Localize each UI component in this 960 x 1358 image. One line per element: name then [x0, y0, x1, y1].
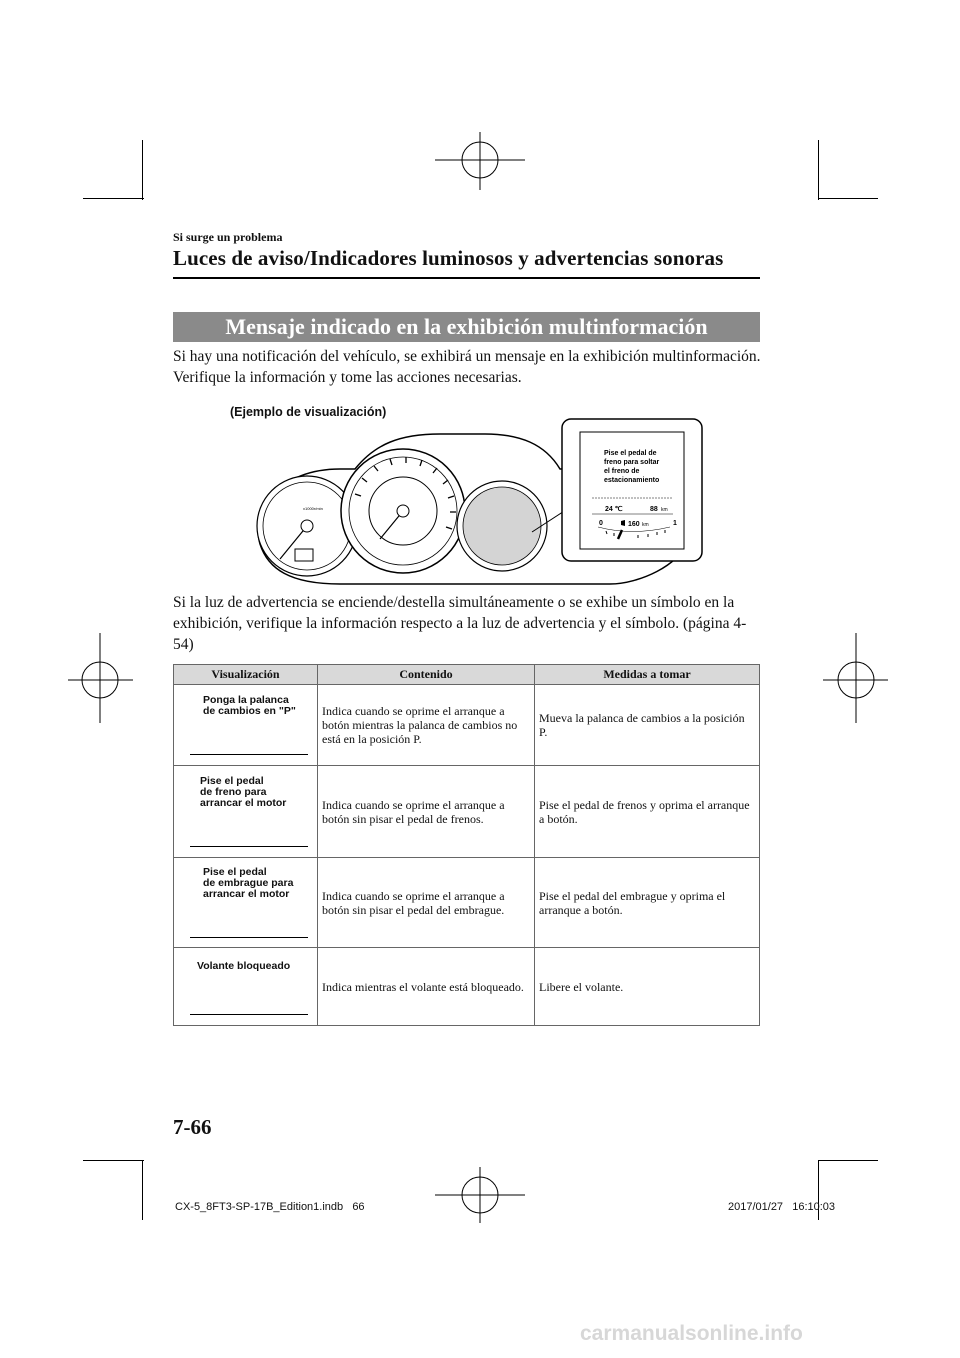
instrument-cluster-illustration — [240, 414, 710, 594]
footer-filename: CX-5_8FT3-SP-17B_Edition1.indb 66 — [175, 1201, 365, 1213]
table-row — [174, 766, 760, 858]
gauge-min: 0 — [599, 520, 603, 527]
action-cell: Pise el pedal de frenos y oprima el arranque a botón. — [535, 766, 760, 858]
section-banner: Mensaje indicado en la exhibición multinformación — [173, 312, 760, 342]
range-readout: 88 — [650, 506, 658, 513]
content-cell: Indica cuando se oprime el arranque a botón mientras la palanca de cambios no está en la posición P. — [318, 685, 535, 766]
action-cell: Pise el pedal del embrague y oprima el arranque a botón. — [535, 858, 760, 948]
watermark: carmanualsonline.info — [580, 1322, 803, 1345]
table-row — [174, 948, 760, 1026]
action-cell: Libere el volante. — [535, 948, 760, 1026]
message-table — [173, 664, 760, 1026]
display-underline — [190, 1014, 308, 1015]
display-cell — [174, 948, 318, 1026]
figure-caption: (Ejemplo de visualización) — [230, 405, 387, 419]
display-cell — [174, 858, 318, 948]
content-cell: Indica mientras el volante está bloqueado. — [318, 948, 535, 1026]
column-header: Contenido — [318, 665, 535, 685]
action-cell: Mueva la palanca de cambios a la posición P. — [535, 685, 760, 766]
section-label: Si surge un problema — [173, 230, 283, 244]
display-underline — [190, 754, 308, 755]
display-message-line: freno para soltar — [604, 459, 660, 466]
gauge-max: 1 — [673, 520, 677, 527]
content-cell: Indica cuando se oprime el arranque a botón sin pisar el pedal de frenos. — [318, 766, 535, 858]
range-unit: km — [661, 507, 668, 513]
display-message-line: estacionamiento — [604, 477, 660, 484]
reference-paragraph: Si la luz de advertencia se enciende/destella simultáneamente o se exhibe un símbolo en la exhibición, verifique la información respecto a la luz de advertencia y el símbolo. (página 4-54) — [173, 594, 747, 653]
display-cell — [174, 685, 318, 766]
table-header-row — [174, 665, 760, 685]
column-header: Medidas a tomar — [535, 665, 760, 685]
trip-readout: 160 — [628, 521, 640, 528]
display-message: Ponga la palanca de cambios en "P" — [203, 694, 296, 717]
display-underline — [190, 846, 308, 847]
display-underline — [190, 937, 308, 938]
table-row — [174, 858, 760, 948]
display-message: Pise el pedal de embrague para arrancar el motor — [203, 866, 294, 900]
content-cell: Indica cuando se oprime el arranque a botón sin pisar el pedal del embrague. — [318, 858, 535, 948]
column-header: Visualización — [174, 665, 318, 685]
table-row — [174, 685, 760, 766]
page-number: 7-66 — [173, 1115, 212, 1139]
display-cell — [174, 766, 318, 858]
temperature-readout: 24 ℃ — [605, 506, 623, 513]
intro-paragraph: Si hay una notificación del vehículo, se exhibirá un mensaje en la exhibición multinformación. Verifique la información y tome las acciones necesarias. — [173, 348, 761, 386]
page-title: Luces de aviso/Indicadores luminosos y advertencias sonoras — [173, 246, 724, 270]
display-message: Volante bloqueado — [197, 960, 291, 972]
fuel-pump-icon — [621, 520, 625, 526]
display-message: Pise el pedal de freno para arrancar el motor — [200, 775, 287, 809]
display-message-line: Pise el pedal de — [604, 450, 657, 457]
header-divider — [173, 277, 760, 279]
tach-label: x1000r/min — [303, 506, 323, 511]
trip-unit: km — [642, 522, 649, 528]
footer-timestamp: 2017/01/27 16:10:03 — [728, 1201, 836, 1213]
display-message-line: el freno de — [604, 468, 640, 475]
